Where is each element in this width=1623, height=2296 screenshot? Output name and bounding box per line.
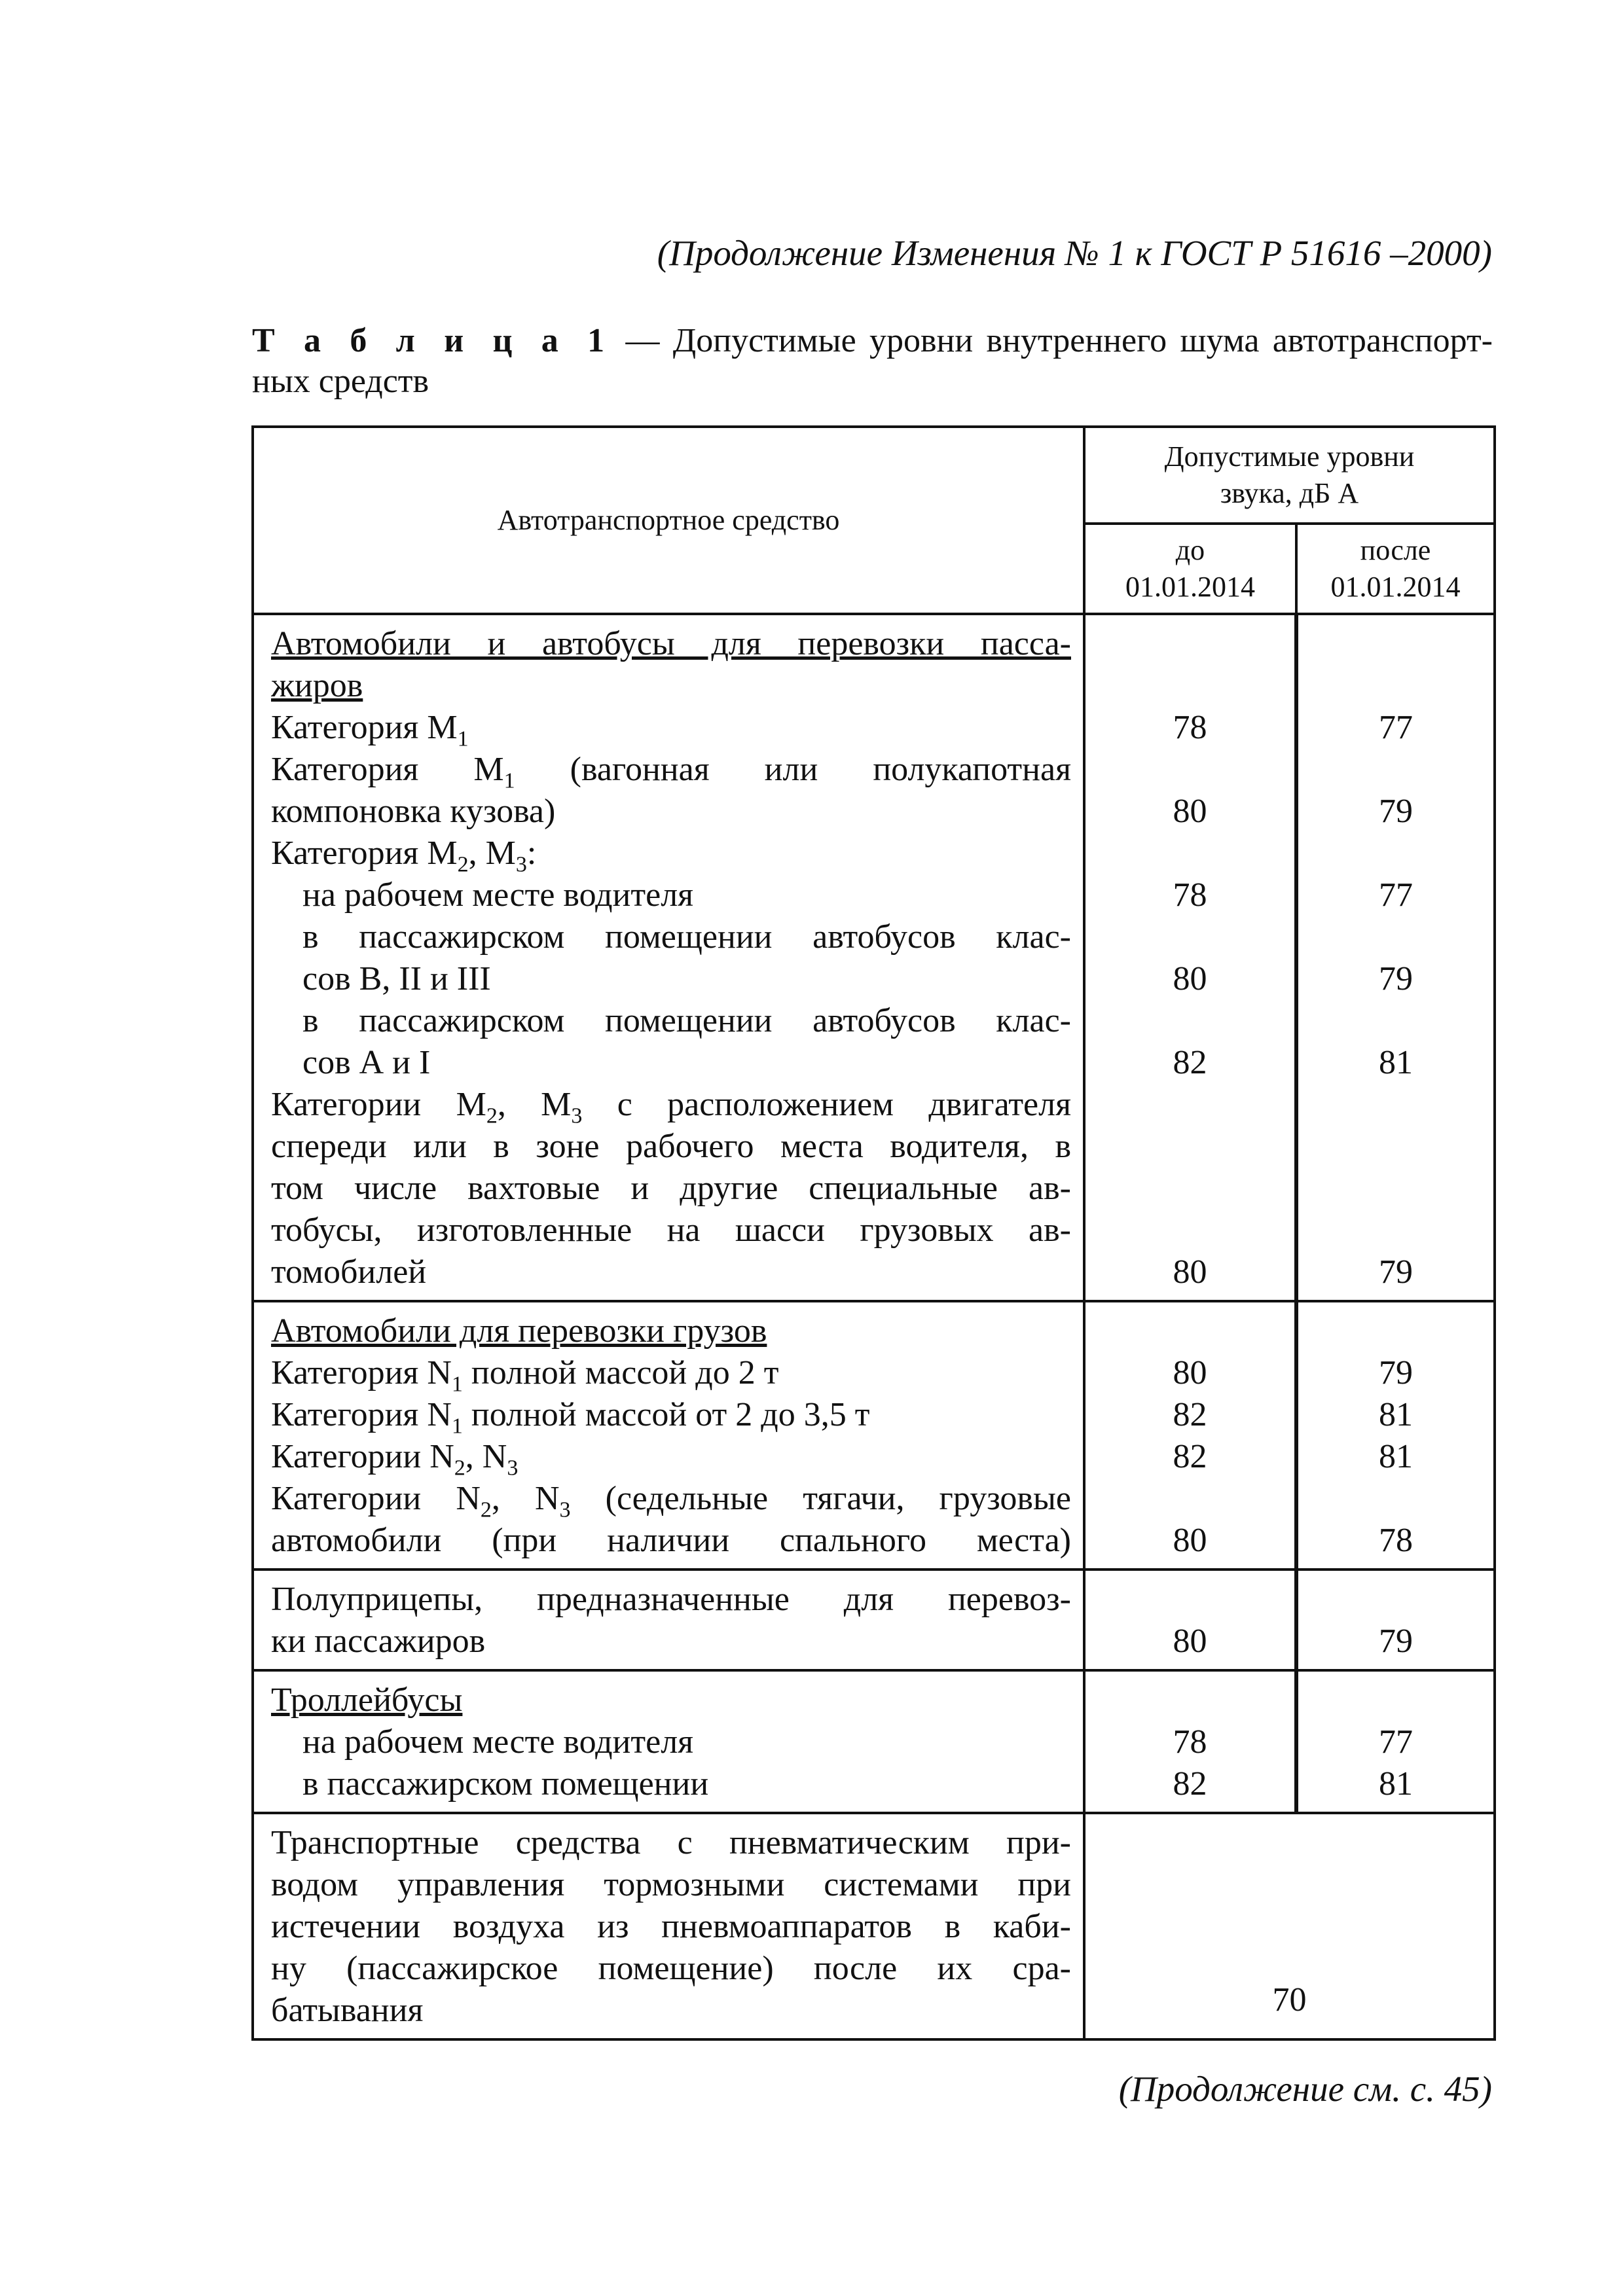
table-caption: Т а б л и ц а 1 — Допустимые уровни внутреннего шума автотранспорт- ных средств	[252, 322, 1493, 400]
group-cargo-vehicles: Автомобили для перевозки грузов Категория $N_1$ полной массой до 2 т Категория $N_1$ полной массой от 2 до 3,5 т Категории $N_2$, $N_3$ Категории $N_2$, $N_3$ (седельные тягачи, грузовые автомобили (при наличии спального места) 80 82 82 80 79 81 81 78	[253, 1301, 1495, 1570]
page-header: (Продолжение Изменения № 1 к ГОСТ Р 51616 –2000)	[657, 233, 1492, 273]
header-before: до 01.01.2014	[1084, 524, 1296, 614]
header-levels: Допустимые уровни звука, дБ A	[1084, 427, 1495, 524]
header-vehicle: Автотранспортное средство	[253, 427, 1084, 614]
group-semitrailers: Полуприцепы, предназначенные для перевоз- ки пассажиров 80 79	[253, 1570, 1495, 1670]
noise-levels-table	[251, 425, 1496, 2041]
group-passenger-vehicles: Автомобили и автобусы для перевозки пасса- жиров Категория $M_1$ Категория $M_1$ (вагонная или полукапотная компоновка кузова) Категория $M_2$, $M_3$: на рабочем месте водителя в пассажирском помещении автобусов клас- сов В, II и III в пассажирском помещении автобусов клас- сов А и I Категории $M_2$, $M_3$ с расположением двигателя спереди или в зоне рабочего места водителя, в том числе вахтовые и другие специальные ав- тобусы, изготовленные на шасси грузовых ав- томобилей 78 80 78 80 82 80 77 79 77 79 81 79	[253, 614, 1495, 1301]
caption-label: Т а б л и ц а 1	[252, 322, 613, 359]
header-after: после 01.01.2014	[1296, 524, 1495, 614]
group-pneumatic-brakes: Транспортные средства с пневматическим при- водом управления тормозными системами при истечении воздуха из пневмоаппаратов в каби- ну (пассажирское помещение) после их сра- батывания 70	[253, 1813, 1495, 2039]
group-trolleybuses: Троллейбусы на рабочем месте водителя в пассажирском помещении 78 82 77 81	[253, 1670, 1495, 1813]
page-footer: (Продолжение см. с. 45)	[1118, 2069, 1492, 2109]
